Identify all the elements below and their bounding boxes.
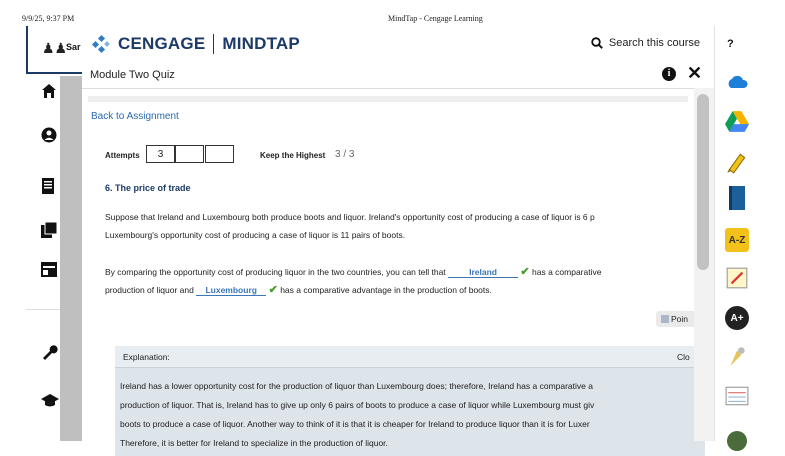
- answer-dropdown-2[interactable]: Luxembourg: [196, 285, 266, 296]
- avatar-icon[interactable]: [725, 424, 749, 448]
- pin-icon: [661, 315, 669, 323]
- a-plus-icon[interactable]: A+: [725, 306, 749, 330]
- attempt-box-2: [175, 145, 204, 163]
- explanation-title: Explanation:: [123, 352, 170, 362]
- brand-name: CENGAGE: [118, 34, 206, 53]
- modal-title: Module Two Quiz: [90, 69, 175, 81]
- points-tab[interactable]: [656, 311, 696, 327]
- explanation-line-3: boots to produce a case of liquor. Another way to think of it is that it is cheaper for Ireland to produce liquor than it is for Luxer: [120, 419, 590, 429]
- modal-backdrop-strip: [60, 76, 82, 441]
- question-title: 6. The price of trade: [105, 183, 191, 193]
- notes-icon[interactable]: [725, 266, 749, 290]
- book-app-icon[interactable]: [725, 186, 749, 210]
- explanation-line-2: production of liquor. That is, Ireland has to give up only 6 pairs of boots to produce a case of liquor while Luxembourg must giv: [120, 400, 595, 410]
- print-header: [0, 0, 784, 26]
- cengage-logo[interactable]: [90, 33, 300, 55]
- index-cards-icon[interactable]: [725, 384, 749, 408]
- quiz-content: [82, 88, 692, 448]
- nav-user-label: Sar: [66, 42, 81, 52]
- explanation-line-4: Therefore, it is better for Ireland to specialize in the production of liquor.: [120, 438, 388, 448]
- question-text-line-2: Luxembourg's opportunity cost of producing a case of liquor is 11 pairs of boots.: [105, 230, 406, 240]
- pages-icon[interactable]: [41, 222, 57, 238]
- points-label: Poin: [671, 314, 689, 324]
- answer-sentence-line-1: [105, 265, 601, 278]
- explanation-close-button[interactable]: Clo: [677, 352, 690, 362]
- answer-sentence-post-2: has a comparative advantage in the production of boots.: [280, 285, 492, 295]
- cengage-logo-icon: [90, 33, 112, 55]
- scrollbar-track[interactable]: [694, 88, 714, 441]
- nav-user-section[interactable]: [26, 26, 82, 74]
- attempt-box-1: 3: [146, 145, 175, 163]
- answer-sentence-line2-pre: production of liquor and: [105, 285, 194, 295]
- checkmark-icon: ✔: [520, 266, 530, 278]
- brand-divider: [213, 34, 214, 54]
- quiz-modal: [82, 62, 714, 448]
- info-icon[interactable]: i: [662, 67, 676, 81]
- explanation-panel: [115, 346, 705, 456]
- explanation-header: [115, 346, 705, 368]
- attempts-label: Attempts: [105, 151, 140, 160]
- close-icon[interactable]: ✕: [687, 63, 703, 83]
- glossary-az-icon[interactable]: A-Z: [725, 228, 749, 252]
- scrollbar-thumb[interactable]: [697, 94, 709, 270]
- google-drive-icon[interactable]: [725, 110, 749, 134]
- team-icon: ♟♟: [42, 40, 68, 56]
- keep-highest-label: Keep the Highest: [260, 151, 326, 160]
- grad-cap-icon[interactable]: [41, 394, 59, 408]
- home-icon[interactable]: [41, 83, 57, 99]
- app-dock: [714, 26, 785, 441]
- flashcard-app-icon[interactable]: [725, 344, 749, 368]
- search-course[interactable]: [591, 37, 700, 49]
- question-text-line-1: Suppose that Ireland and Luxembourg both produce boots and liquor. Ireland's opportunity cost of producing a case of liquor is 6 p: [105, 212, 595, 222]
- answer-dropdown-1[interactable]: Ireland: [448, 267, 518, 278]
- help-button[interactable]: ?: [727, 38, 734, 50]
- answer-sentence-line-2: [105, 283, 492, 296]
- modal-header: [82, 62, 714, 89]
- wrench-icon[interactable]: [41, 344, 57, 360]
- book-icon[interactable]: [41, 178, 55, 194]
- answer-sentence-pre: By comparing the opportunity cost of producing liquor in the two countries, you can tell that: [105, 267, 446, 277]
- explanation-line-1: Ireland has a lower opportunity cost for the production of liquor than Luxembourg does; therefore, Ireland has a comparative a: [120, 381, 593, 391]
- layout-icon[interactable]: [41, 262, 57, 277]
- checkmark-icon: ✔: [268, 284, 278, 296]
- top-bar: [82, 26, 714, 62]
- highlighter-icon[interactable]: [725, 150, 749, 174]
- user-icon[interactable]: [41, 127, 57, 143]
- print-timestamp: 9/9/25, 9:37 PM: [22, 14, 75, 23]
- product-name: MINDTAP: [222, 34, 300, 53]
- search-label: Search this course: [608, 37, 700, 49]
- print-page-title: MindTap - Cengage Learning: [388, 14, 483, 23]
- keep-highest-score: 3 / 3: [335, 149, 355, 160]
- answer-sentence-post-1: has a comparative: [532, 267, 602, 277]
- search-icon: [591, 37, 603, 49]
- attempt-box-3: [205, 145, 234, 163]
- onedrive-icon[interactable]: [725, 70, 749, 94]
- back-to-assignment-link[interactable]: Back to Assignment: [91, 111, 179, 122]
